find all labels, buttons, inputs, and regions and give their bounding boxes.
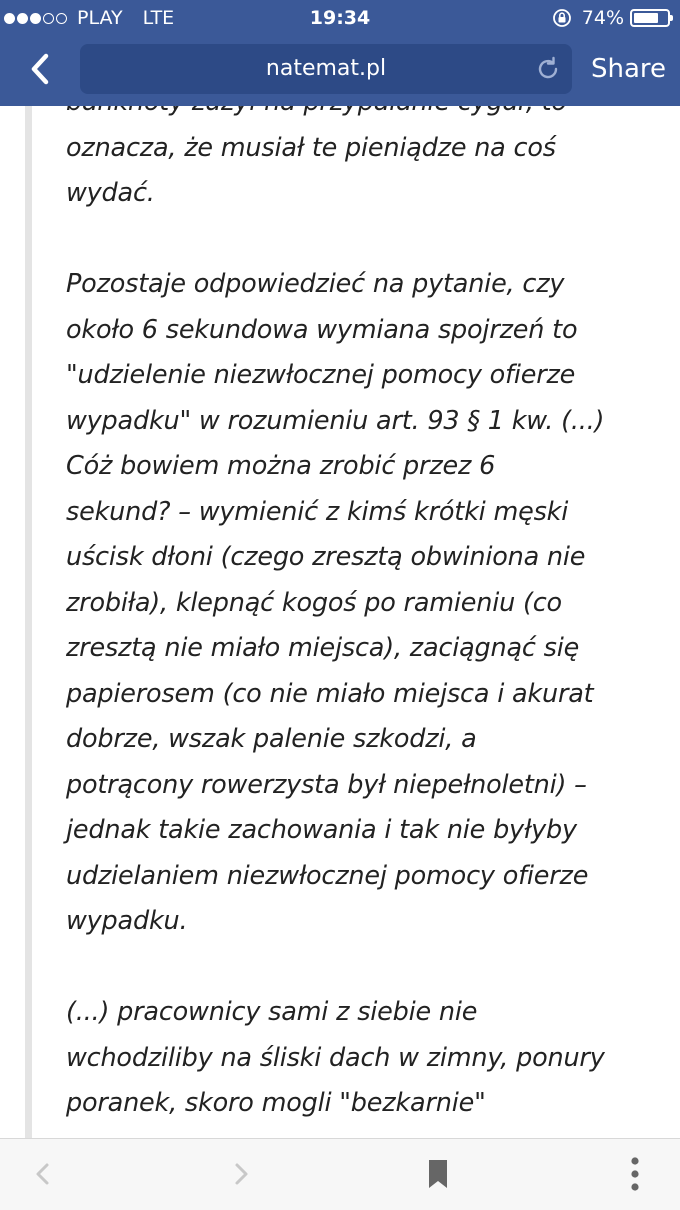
forward-nav-button[interactable] [228,1159,254,1189]
quote-line: wchodziliby na śliski dach w zimny, ponury [66,1042,605,1073]
status-bar [0,0,680,36]
more-button[interactable] [624,1155,646,1193]
address-bar[interactable] [80,44,572,94]
more-vertical-icon [624,1155,646,1193]
quote-line: dobrze, wszak palenie szkodzi, a [66,724,477,754]
quote-line: około 6 sekundowa wymiana spojrzeń to [66,314,578,345]
quote-line: udzielaniem niezwłocznej pomocy ofierze [66,860,589,891]
quote-line: wydać. [66,178,155,208]
quote-line: Cóż bowiem można zrobić przez 6 [66,451,496,481]
rotation-lock-icon [552,8,572,28]
bookmark-icon [426,1157,450,1191]
quote-line: oznacza, że musiał te pieniądze na coś [66,132,556,163]
article-content [0,70,680,1138]
quote-line: wypadku" w rozumieniu art. 93 § 1 kw. (...) [66,405,605,436]
quote-line: sekund? – wymienić z kimś krótki męski [66,496,569,527]
quote-line: "udzielenie niezwłocznej pomocy ofierze [66,360,576,390]
blockquote-bar [25,70,32,1138]
forward-arrow-icon [228,1159,254,1189]
chevron-left-icon [22,46,62,92]
quote-line: uścisk dłoni (czego zresztą obwiniona nie [66,542,586,572]
quote-line: poranek, skoro mogli "bezkarnie" [66,1088,486,1118]
reload-icon [534,55,562,83]
quote-line: papierosem (co nie miało miejsca i akurat [66,678,594,709]
quote-line: jednak takie zachowania i tak nie byłyby [66,815,577,845]
back-arrow-icon [30,1159,56,1189]
network-type: LTE [142,7,175,29]
reload-button[interactable] [534,55,562,83]
quote-line: (...) pracownicy sami z siebie nie [66,997,478,1027]
paragraph-gap [66,217,666,263]
blockquote [66,80,666,1127]
carrier-name: PLAY [77,7,123,29]
battery-percent: 74% [581,7,624,29]
url-text: natemat.pl [265,56,387,81]
quote-paragraph [66,990,666,1127]
battery-fill [634,13,658,23]
bookmark-button[interactable] [426,1157,450,1191]
battery-icon [630,9,670,27]
quote-line: zrobiła), klepnąć kogoś po ramieniu (co [66,587,562,618]
quote-line: zresztą nie miało miejsca), zaciągnąć się [66,633,580,663]
share-button[interactable]: Share [591,54,667,84]
quote-line: wypadku. [66,906,188,936]
quote-line: potrącony rowerzysta był niepełnoletni) – [66,769,587,800]
quote-line: Pozostaje odpowiedzieć na pytanie, czy [66,269,565,299]
back-button[interactable] [22,46,62,92]
bottom-toolbar [0,1138,680,1210]
paragraph-gap [66,945,666,991]
status-time: 19:34 [309,7,371,29]
quote-paragraph [66,262,666,945]
navigation-row [0,36,680,106]
top-bar [0,0,680,106]
status-right [552,0,670,36]
back-nav-button[interactable] [30,1159,56,1189]
